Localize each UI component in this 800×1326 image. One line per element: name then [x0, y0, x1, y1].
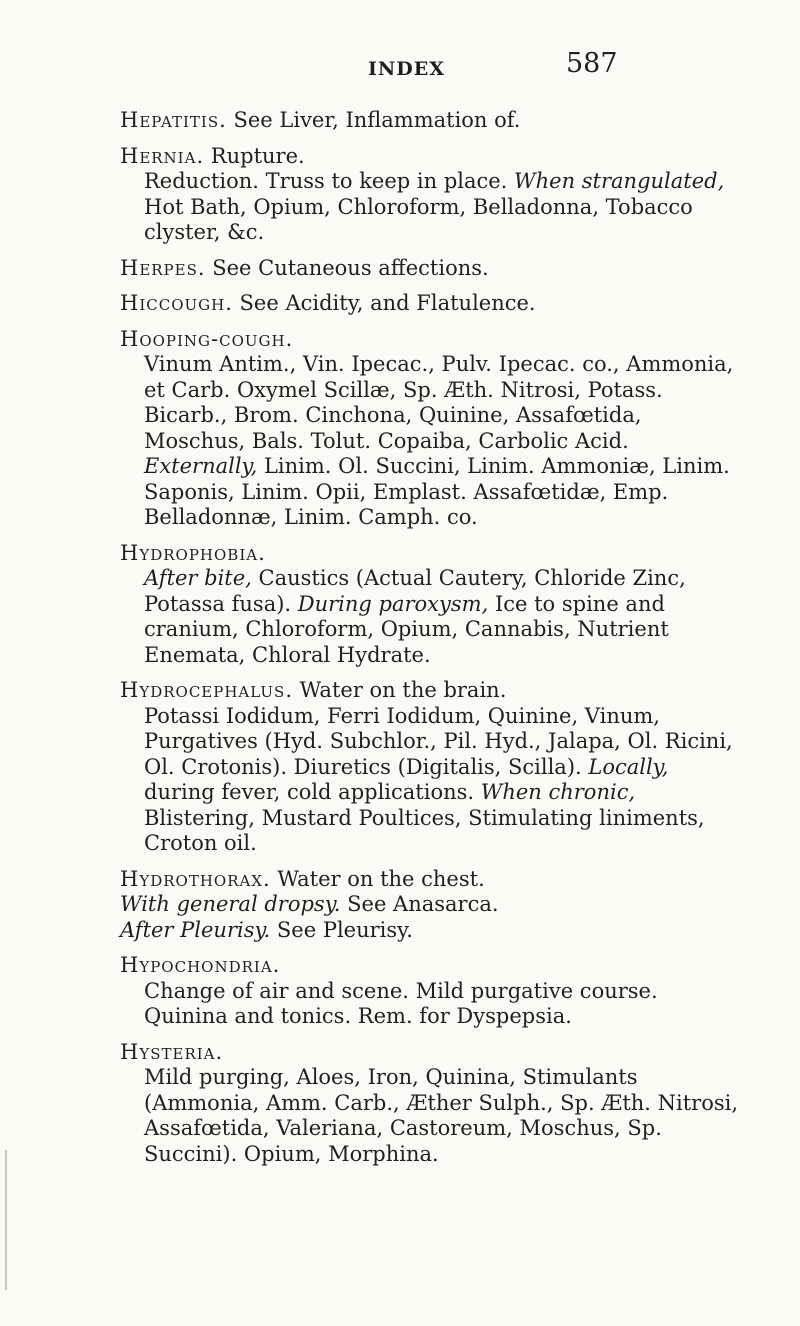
index-entry-herpes [120, 256, 740, 282]
headword: Hiccough. [120, 291, 233, 315]
index-entry-hysteria [120, 1040, 740, 1168]
index-entry-hydrocephalus [120, 678, 740, 857]
entry-text: See Liver, Inflammation of. [226, 108, 521, 132]
page-header [0, 48, 800, 98]
entry-body [120, 352, 740, 531]
entry-body [120, 169, 740, 246]
page-edge-mark [5, 1150, 7, 1290]
entry-body [120, 704, 740, 857]
index-body [120, 108, 740, 1167]
entry-text: See Anasarca. [340, 892, 499, 916]
entry-text: Vinum Antim., Vin. Ipecac., Pulv. Ipecac. co., Ammonia, et Carb. Oxymel Scillæ, Sp. Æth. Nitrosi, Potass. Bicarb., Brom. Cinchona, Quinine, Assafœtida, Moschus, Bals. Tolut. Copaiba, Carbolic Acid. [144, 352, 734, 453]
entry-text: during fever, cold applications. [144, 780, 481, 804]
index-entry-hydrophobia [120, 541, 740, 669]
entry-text: Hot Bath, Opium, Chloroform, Belladonna, Tobacco clyster, &c. [144, 194, 693, 244]
entry-body [120, 1065, 740, 1167]
headword: Hydrothorax. [120, 866, 271, 891]
headword: Hydrocephalus. [120, 678, 293, 702]
index-entry-hiccough [120, 291, 740, 317]
entry-italic: When chronic, [480, 780, 636, 804]
entry-text: Linim. Ol. Succini, Linim. Ammoniæ, Linim. Saponis, Linim. Opii, Emplast. Assafœtidæ, Emp. Belladonnæ, Linim. Camph. co. [144, 454, 730, 529]
headword: Hepatitis. [120, 108, 227, 132]
headword: Hooping-cough. [120, 326, 294, 351]
entry-text: Reduction. Truss to keep in place. [144, 169, 515, 193]
entry-italic: During paroxysm, [297, 591, 489, 616]
index-entry-hydrothorax [120, 867, 740, 944]
index-entry-hooping-cough [120, 327, 740, 531]
entry-text: Change of air and scene. Mild purgative course. Quinina and tonics. Rem. for Dyspepsia. [144, 978, 658, 1028]
headword: Hydrophobia. [120, 540, 266, 565]
entry-italic: When strangulated, [514, 169, 725, 193]
page-number: 587 [566, 48, 618, 79]
entry-text: Rupture. [204, 143, 305, 168]
entry-text: See Pleurisy. [270, 917, 413, 942]
entry-text: See Cutaneous affections. [205, 255, 489, 280]
entry-subline [120, 918, 740, 944]
entry-text: Water on the chest. [270, 866, 485, 891]
headword: Hysteria. [120, 1039, 224, 1064]
entry-subline [120, 892, 740, 918]
headword: Hypochondria. [120, 953, 281, 977]
index-entry-hypochondria [120, 953, 740, 1030]
entry-italic: After bite, [144, 566, 252, 590]
entry-text: See Acidity, and Flatulence. [232, 291, 536, 315]
entry-text: Blistering, Mustard Poultices, Stimulating liniments, Croton oil. [144, 805, 705, 855]
entry-text: Mild purging, Aloes, Iron, Quinina, Stimulants (Ammonia, Amm. Carb., Æther Sulph., Sp. Æth. Nitrosi, Assafœtida, Valeriana, Castoreum, Moschus, Sp. Succini). Opium, Morphina. [144, 1065, 739, 1166]
entry-text: Ice to spine and cranium, Chloroform, Opium, Cannabis, Nutrient Enemata, Chloral Hydrate. [144, 591, 669, 667]
running-title: INDEX [368, 58, 445, 80]
entry-italic: With general dropsy. [120, 892, 341, 916]
index-entry-hernia [120, 144, 740, 246]
entry-text: Potassi Iodidum, Ferri Iodidum, Quinine, Vinum, Purgatives (Hyd. Subchlor., Pil. Hyd., Jalapa, Ol. Ricini, Ol. Crotonis). Diuretics (Digitalis, Scilla). [144, 703, 733, 779]
entry-text: Water on the brain. [293, 678, 507, 702]
entry-italic: After Pleurisy. [120, 917, 271, 942]
headword: Herpes. [120, 255, 206, 280]
entry-italic: Locally, [588, 754, 669, 779]
headword: Hernia. [120, 143, 205, 168]
entry-text: Caustics (Actual Cautery, Chloride Zinc, Potassa fusa). [144, 566, 686, 616]
entry-body [120, 979, 740, 1030]
index-entry-hepatitis [120, 108, 740, 134]
entry-italic: Externally, [144, 454, 258, 478]
entry-body [120, 566, 740, 668]
